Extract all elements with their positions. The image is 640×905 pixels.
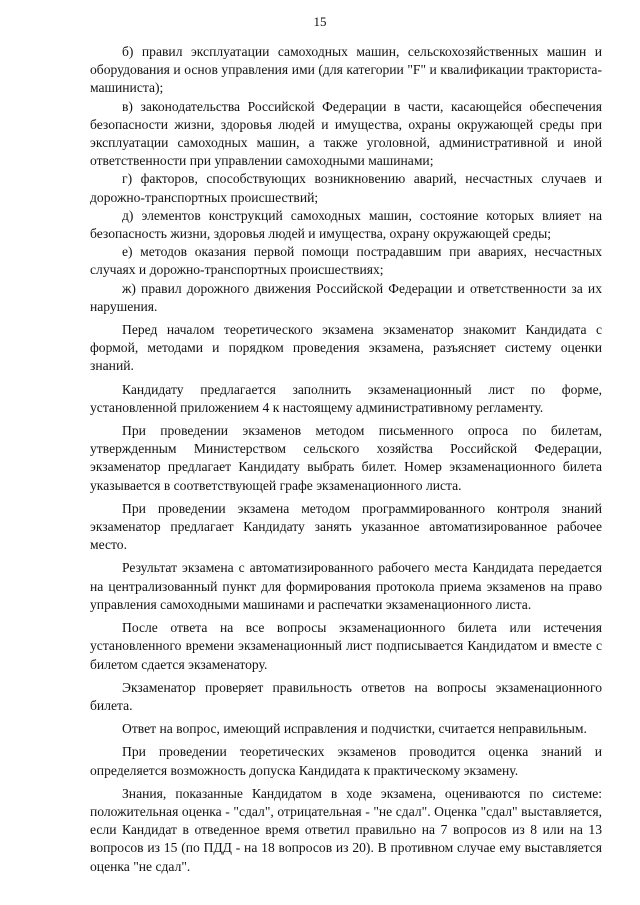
document-body — [90, 43, 602, 876]
page-number: 15 — [313, 14, 327, 29]
paragraph-item-b: б) правил эксплуатации самоходных машин, сельскохозяйственных машин и оборудования и основ управления ими (для категории "F" и квалификации тракториста-машиниста); — [90, 44, 602, 96]
paragraph-result-transfer: Результат экзамена с автоматизированного рабочего места Кандидата передается на централизованный пункт для формирования протокола приема экзаменов на право управления самоходными машинами и распечатки экзаменационного листа. — [90, 560, 602, 612]
paragraph-item-e: е) методов оказания первой помощи пострадавшим при авариях, несчастных случаях и дорожно-транспортных происшествиях; — [90, 244, 602, 278]
paragraph-after-answers: После ответа на все вопросы экзаменационного билета или истечения установленного времени экзаменационный лист подписывается Кандидатом и вместе с билетом сдается экзаменатору. — [90, 620, 602, 672]
paragraph-grading: Знания, показанные Кандидатом в ходе экзамена, оцениваются по системе: положительная оценка - "сдал", отрицательная - "не сдал". Оценка "сдал" выставляется, если Кандидат в отведенное время ответил правильно на 7 вопросов из 8 или на 13 вопросов из 15 (по ПДД - на 18 вопросов из 20). В противном случае ему выставляется оценка "не сдал". — [90, 785, 602, 874]
paragraph-item-zh: ж) правил дорожного движения Российской Федерации и ответственности за их нарушения. — [90, 280, 602, 314]
paragraph-fill-sheet: Кандидату предлагается заполнить экзаменационный лист по форме, установленной приложением 4 к настоящему административному регламенту. — [90, 381, 602, 415]
paragraph-item-v: в) законодательства Российской Федерации в части, касающейся обеспечения безопасности жизни, здоровья людей и имущества, охраны окружающей среды при эксплуатации самоходных машин, а также уголовной, административной и иной ответственности при управлении самоходными машинами; — [90, 98, 602, 169]
paragraph-programmed-test: При проведении экзамена методом программированного контроля знаний экзаменатор предлагает Кандидату занять указанное автоматизированное рабочее место. — [90, 500, 602, 553]
paragraph-written-test: При проведении экзаменов методом письменного опроса по билетам, утвержденным Министерством сельского хозяйства Российской Федерации, экзаменатор предлагает Кандидату выбрать билет. Номер экзаменационного билета указывается в соответствующей графе экзаменационного листа. — [90, 423, 602, 493]
paragraph-item-d: д) элементов конструкций самоходных машин, состояние которых влияет на безопасность жизни, здоровья людей и имущества, охрану окружающей среды; — [90, 207, 602, 242]
paragraph-assessment: При проведении теоретических экзаменов проводится оценка знаний и определяется возможность допуска Кандидата к практическому экзамену. — [90, 744, 602, 778]
paragraph-item-g: г) факторов, способствующих возникновению аварий, несчастных случаев и дорожно-транспортных происшествий; — [90, 171, 602, 205]
paragraph-examiner-check: Экзаменатор проверяет правильность ответов на вопросы экзаменационного билета. — [90, 679, 602, 713]
paragraph-corrections: Ответ на вопрос, имеющий исправления и подчистки, считается неправильным. — [122, 721, 587, 737]
paragraph-exam-intro: Перед началом теоретического экзамена экзаменатор знакомит Кандидата с формой, методами и порядком проведения экзамена, разъясняет систему оценки знаний. — [90, 322, 602, 374]
